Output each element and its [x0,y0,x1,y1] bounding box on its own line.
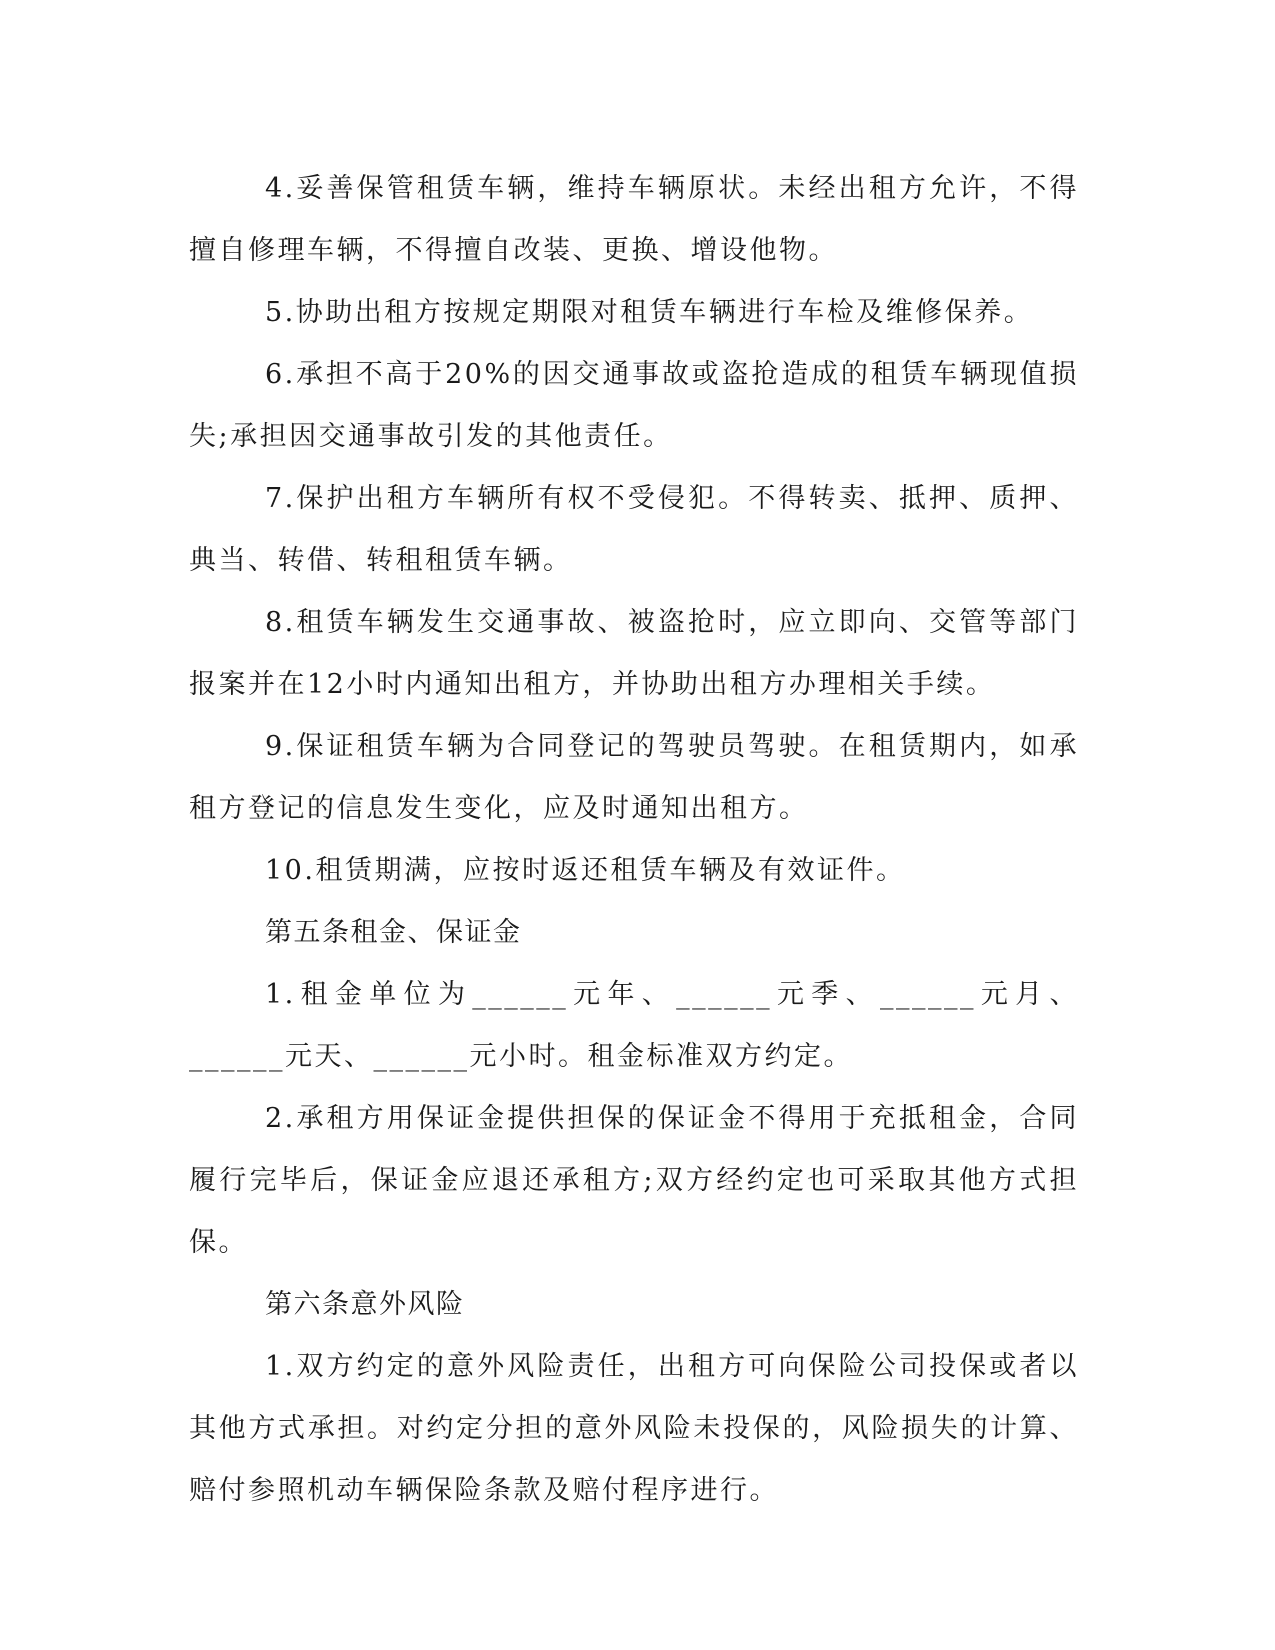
section-heading-article-6: 第六条意外风险 [265,1289,465,1320]
risk-clause-1: 1.双方约定的意外风险责任，出租方可向保险公司投保或者以其他方式承担。对约定分担的意外风险未投保的，风险损失的计算、赔付参照机动车辆保险条款及赔付程序进行。 [189,1351,1079,1506]
clause-10-return: 10.租赁期满，应按时返还租赁车辆及有效证件。 [265,855,906,886]
clause-6-liability: 6.承担不高于20%的因交通事故或盗抢造成的租赁车辆现值损失;承担因交通事故引发的其他责任。 [189,359,1079,452]
clause-7-ownership: 7.保护出租方车辆所有权不受侵犯。不得转卖、抵押、质押、典当、转借、转租租赁车辆。 [189,483,1079,576]
clause-4-custody: 4.妥善保管租赁车辆，维持车辆原状。未经出租方允许，不得擅自修理车辆，不得擅自改装、更换、增设他物。 [189,173,1079,266]
rent-clause-1: 1.租金单位为______元年、______元季、______元月、______元天、______元小时。租金标准双方约定。 [189,979,1079,1072]
clause-8-accident-report: 8.租赁车辆发生交通事故、被盗抢时，应立即向、交管等部门报案并在12小时内通知出租方，并协助出租方办理相关手续。 [189,607,1079,700]
clause-9-driver: 9.保证租赁车辆为合同登记的驾驶员驾驶。在租赁期内，如承租方登记的信息发生变化，应及时通知出租方。 [189,731,1079,824]
rent-clause-2: 2.承租方用保证金提供担保的保证金不得用于充抵租金，合同履行完毕后，保证金应退还承租方;双方经约定也可采取其他方式担保。 [189,1103,1079,1258]
section-heading-article-5: 第五条租金、保证金 [265,917,522,948]
clause-5-inspection: 5.协助出租方按规定期限对租赁车辆进行车检及维修保养。 [265,297,1034,328]
document-body [189,158,1079,1522]
